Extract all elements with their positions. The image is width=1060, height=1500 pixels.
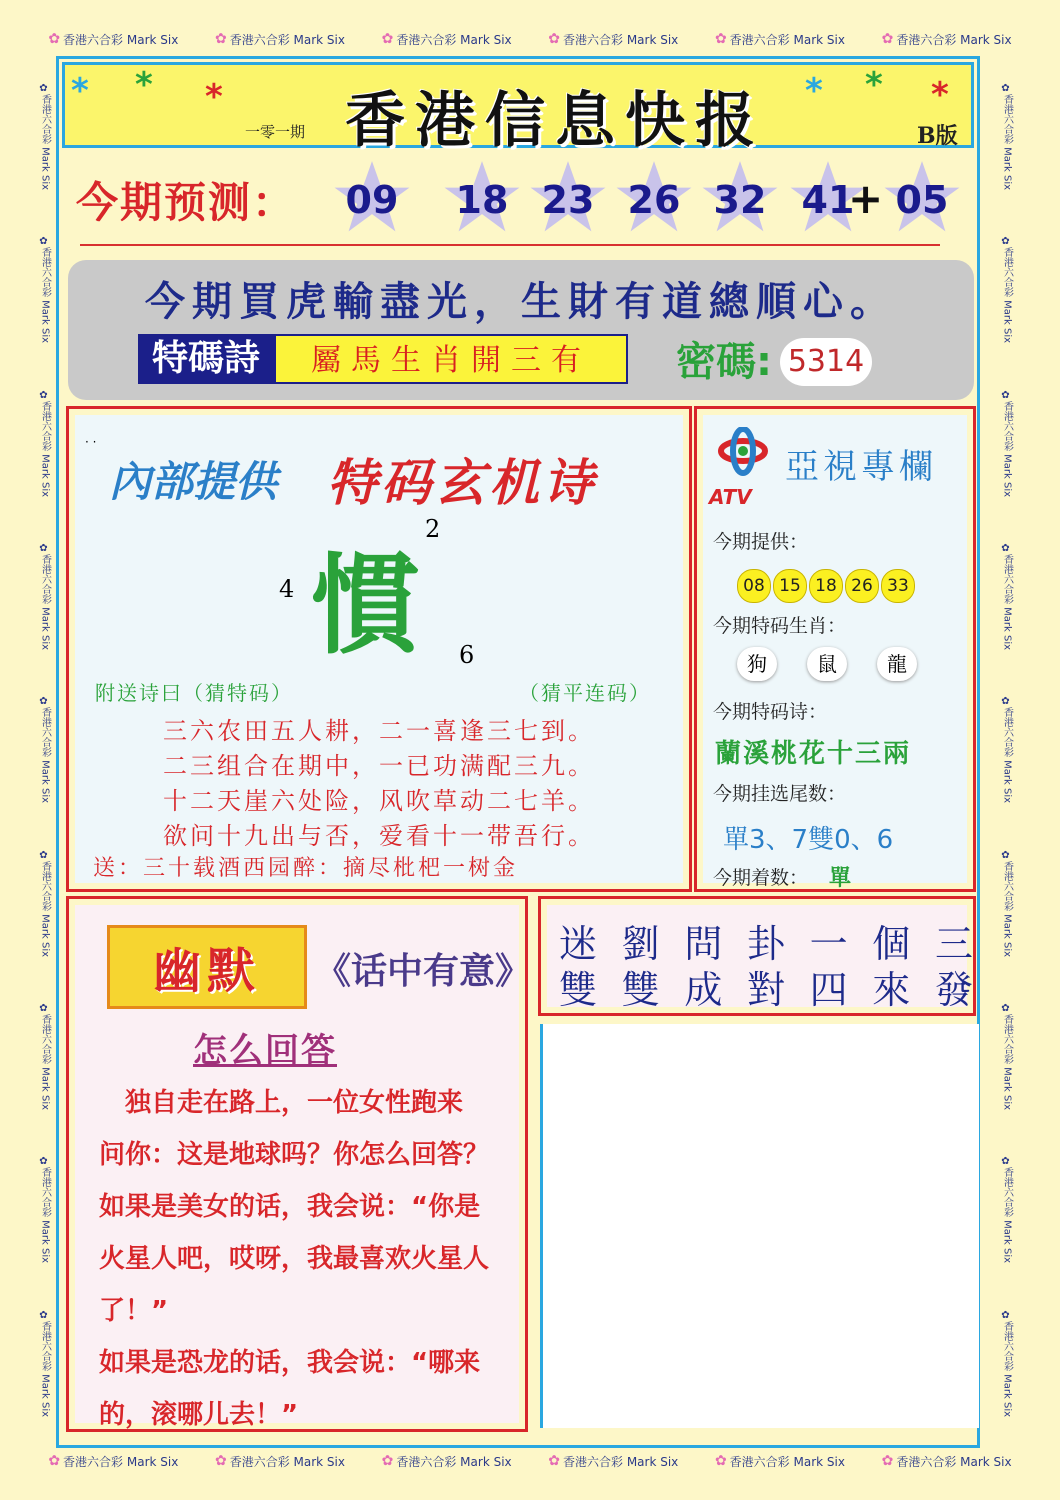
guess-flat-label: （猜平连码）	[519, 681, 651, 705]
flower-icon: ✿	[38, 1309, 49, 1321]
issue-number: 一零一期	[245, 123, 306, 141]
atv-title: 亞視專欄	[785, 447, 937, 487]
border-label: 香港六合彩 Mark Six	[39, 554, 51, 651]
art-character: 一	[809, 922, 848, 966]
border-label-item	[48, 31, 178, 48]
border-label: 香港六合彩 Mark Six	[1001, 707, 1013, 804]
flower-icon: ✿	[38, 1156, 49, 1168]
border-label-item	[38, 1003, 53, 1110]
prediction-number: 32	[713, 178, 767, 222]
lottery-ball: 18	[809, 569, 843, 603]
zodiac-badge: 狗	[737, 647, 777, 681]
slogan-text: 今期買虎輸盡光，生財有道總順心。	[145, 279, 897, 325]
art-character: 雙	[621, 968, 660, 1012]
border-label-item	[1000, 236, 1015, 343]
border-label-item	[382, 1453, 512, 1470]
special-number: 05	[895, 178, 949, 222]
border-label-item	[38, 1310, 53, 1417]
riddle-character: 慣	[311, 543, 420, 669]
border-label: 香港六合彩 Mark Six	[39, 1320, 51, 1417]
border-label-item	[548, 1453, 678, 1470]
border-label-item	[1000, 1003, 1015, 1110]
border-label: 香港六合彩 Mark Six	[1001, 554, 1013, 651]
border-label: 香港六合彩 Mark Six	[896, 32, 1012, 47]
flower-icon: ✿	[1000, 849, 1011, 861]
art-character: 雙	[559, 968, 598, 1012]
border-label-item	[215, 1453, 345, 1470]
border-label: 香港六合彩 Mark Six	[1001, 247, 1013, 344]
border-label: 香港六合彩 Mark Six	[1001, 400, 1013, 497]
atv-tail: 單3、7雙0、6	[723, 825, 894, 855]
flower-icon: ✿	[548, 31, 561, 47]
asterisk-decoration: *	[135, 65, 153, 105]
atv-pick-label: 今期着数：	[713, 867, 809, 889]
border-label: 香港六合彩 Mark Six	[229, 1454, 345, 1469]
atv-tail-label: 今期挂选尾数：	[713, 783, 847, 805]
border-label: 香港六合彩 Mark Six	[39, 94, 51, 191]
riddle-number-top: 2	[425, 515, 441, 543]
border-label-item	[1000, 543, 1015, 650]
border-strip-right	[992, 60, 1022, 1440]
border-label-item	[38, 1156, 53, 1263]
prediction-number: 41	[801, 178, 855, 222]
border-label-item	[1000, 696, 1015, 803]
flower-icon: ✿	[48, 1453, 61, 1469]
border-label-item	[38, 850, 53, 957]
flower-icon: ✿	[38, 389, 49, 401]
border-label-item	[38, 543, 53, 650]
border-label-item	[1000, 390, 1015, 497]
asterisk-decoration: *	[805, 71, 823, 111]
special-poem-text: 屬馬生肖開三有	[274, 334, 628, 384]
border-label: 香港六合彩 Mark Six	[396, 32, 512, 47]
border-label: 香港六合彩 Mark Six	[563, 1454, 679, 1469]
border-label: 香港六合彩 Mark Six	[729, 1454, 845, 1469]
atv-provide-label: 今期提供：	[713, 531, 809, 553]
flower-icon: ✿	[38, 1003, 49, 1015]
border-label: 香港六合彩 Mark Six	[39, 1014, 51, 1111]
flower-icon: ✿	[881, 31, 894, 47]
border-label: 香港六合彩 Mark Six	[39, 247, 51, 344]
border-label: 香港六合彩 Mark Six	[1001, 860, 1013, 957]
border-label: 香港六合彩 Mark Six	[1001, 94, 1013, 191]
flower-icon: ✿	[381, 1453, 394, 1469]
joke-line: 如果是美女的话，我会说：“你是	[99, 1192, 481, 1222]
humor-box	[66, 896, 532, 1432]
joke-line: 问你：这是地球吗？你怎么回答？	[99, 1140, 490, 1170]
border-label-item	[882, 31, 1012, 48]
asterisk-decoration: *	[205, 77, 223, 117]
flower-icon: ✿	[881, 1453, 894, 1469]
joke-line: 了！”	[99, 1296, 169, 1326]
art-character: 對	[746, 968, 785, 1012]
art-character: 發	[934, 968, 973, 1012]
password-label: 密碼:	[676, 339, 772, 385]
flower-icon: ✿	[1000, 1003, 1011, 1015]
atv-zodiac-label: 今期特码生肖：	[713, 615, 847, 637]
art-character: 問	[684, 922, 723, 966]
border-label-item	[38, 696, 53, 803]
flower-icon: ✿	[1000, 1309, 1011, 1321]
border-label: 香港六合彩 Mark Six	[63, 1454, 179, 1469]
flower-icon: ✿	[1000, 696, 1011, 708]
flower-icon: ✿	[381, 31, 394, 47]
border-label-item	[715, 31, 845, 48]
prediction-number: 26	[627, 178, 681, 222]
asterisk-decoration: *	[71, 71, 89, 111]
border-label: 香港六合彩 Mark Six	[396, 1454, 512, 1469]
border-label: 香港六合彩 Mark Six	[39, 400, 51, 497]
password-value: 5314	[780, 338, 872, 386]
lottery-ball: 15	[773, 569, 807, 603]
art-text-box	[538, 896, 976, 1016]
border-label-item	[1000, 1156, 1015, 1263]
slogan-panel	[68, 260, 974, 400]
atv-ball-row	[737, 569, 917, 603]
art-character: 三	[934, 922, 973, 966]
atv-poem-label: 今期特码诗：	[713, 701, 828, 723]
atv-poem: 蘭溪桃花十三兩	[715, 739, 912, 769]
flower-icon: ✿	[38, 696, 49, 708]
internal-title-right: 特码玄机诗	[327, 454, 597, 512]
plus-sign: +	[848, 174, 884, 223]
atv-column-box	[694, 406, 976, 892]
border-label: 香港六合彩 Mark Six	[229, 32, 345, 47]
border-strip-bottom	[30, 1446, 1030, 1476]
edition-label: B版	[917, 123, 958, 149]
prediction-label: 今期预测：	[76, 178, 297, 227]
border-label-item	[1000, 850, 1015, 957]
lottery-ball: 26	[845, 569, 879, 603]
border-label-item	[38, 236, 53, 343]
border-label-item	[38, 83, 53, 190]
flower-icon: ✿	[1000, 543, 1011, 555]
zodiac-badge: 龍	[877, 647, 917, 681]
dots: · ·	[85, 435, 97, 449]
border-label: 香港六合彩 Mark Six	[563, 32, 679, 47]
prediction-number: 09	[345, 178, 399, 222]
joke-line: 独自走在路上，一位女性跑来	[99, 1088, 464, 1118]
poem-line: 欲问十九出与否，爱看十一带吾行。	[163, 822, 595, 850]
border-label: 香港六合彩 Mark Six	[39, 860, 51, 957]
poem-line: 三六农田五人耕，二一喜逢三七到。	[163, 717, 595, 745]
art-text-row-2	[559, 959, 973, 1014]
border-label: 香港六合彩 Mark Six	[1001, 1014, 1013, 1111]
riddle-number-bottom: 6	[459, 641, 475, 669]
internal-title-left: 內部提供	[109, 457, 278, 506]
internal-poem-box	[66, 406, 692, 892]
joke-line: 如果是恐龙的话，我会说：“哪来	[99, 1348, 481, 1378]
border-label-item	[882, 1453, 1012, 1470]
poem-send-line: 送：三十载酒西园醉：摘尽枇杷一树金	[93, 856, 519, 881]
blank-panel	[540, 1024, 979, 1428]
flower-icon: ✿	[1000, 83, 1011, 95]
guess-special-label: 附送诗曰（猜特码）	[95, 681, 293, 705]
flower-icon: ✿	[38, 543, 49, 555]
border-label: 香港六合彩 Mark Six	[63, 32, 179, 47]
flower-icon: ✿	[1000, 1156, 1011, 1168]
header-banner	[62, 62, 974, 156]
border-label-item	[382, 31, 512, 48]
flower-icon: ✿	[714, 31, 727, 47]
divider-line	[80, 244, 940, 246]
page-title: 香港信息快报	[345, 86, 765, 156]
border-label: 香港六合彩 Mark Six	[729, 32, 845, 47]
border-label-item	[715, 1453, 845, 1470]
lottery-ball: 08	[737, 569, 771, 603]
border-label-item	[48, 1453, 178, 1470]
border-label-item	[1000, 83, 1015, 190]
joke-line: 的，滚哪儿去！”	[99, 1400, 299, 1430]
flower-icon: ✿	[1000, 389, 1011, 401]
art-character: 卦	[746, 922, 785, 966]
joke-line: 火星人吧，哎呀，我最喜欢火星人	[99, 1244, 490, 1274]
poem-line: 二三组合在期中，一已功满配三九。	[163, 752, 595, 780]
flower-icon: ✿	[1000, 236, 1011, 248]
border-label-item	[38, 390, 53, 497]
asterisk-decoration: *	[865, 65, 883, 105]
atv-zodiac-row	[737, 647, 947, 681]
border-label: 香港六合彩 Mark Six	[1001, 1167, 1013, 1264]
border-label: 香港六合彩 Mark Six	[896, 1454, 1012, 1469]
border-label: 香港六合彩 Mark Six	[1001, 1320, 1013, 1417]
border-label: 香港六合彩 Mark Six	[39, 707, 51, 804]
border-label-item	[215, 31, 345, 48]
poem-line: 十二天崖六处险，风吹草动二七羊。	[163, 787, 595, 815]
border-label-item	[1000, 1310, 1015, 1417]
flower-icon: ✿	[38, 83, 49, 95]
art-character: 個	[872, 922, 911, 966]
asterisk-decoration: *	[931, 75, 949, 115]
prediction-number: 18	[455, 178, 509, 222]
atv-pick: 單	[829, 866, 852, 891]
art-character: 成	[684, 968, 723, 1012]
flower-icon: ✿	[38, 236, 49, 248]
humor-badge-frame	[107, 925, 307, 1009]
flower-icon: ✿	[214, 1453, 227, 1469]
border-strip-top	[30, 24, 1030, 54]
art-character: 劉	[621, 922, 660, 966]
atv-logo-icon	[713, 427, 773, 479]
prediction-row	[62, 152, 974, 248]
border-label: 香港六合彩 Mark Six	[39, 1167, 51, 1264]
flower-icon: ✿	[214, 31, 227, 47]
humor-heading: 怎么回答	[193, 1031, 337, 1071]
lottery-ball: 33	[881, 569, 915, 603]
art-character: 迷	[559, 922, 598, 966]
flower-icon: ✿	[38, 849, 49, 861]
prediction-number: 23	[541, 178, 595, 222]
border-label-item	[548, 31, 678, 48]
art-character: 四	[809, 968, 848, 1012]
art-character: 來	[872, 968, 911, 1012]
flower-icon: ✿	[548, 1453, 561, 1469]
flower-icon: ✿	[714, 1453, 727, 1469]
special-poem-label: 特碼詩	[138, 334, 274, 384]
atv-logo-text: ATV	[709, 485, 752, 509]
riddle-number-left: 4	[279, 575, 295, 603]
zodiac-badge: 鼠	[807, 647, 847, 681]
humor-subtitle: 《话中有意》	[315, 951, 532, 992]
flower-icon: ✿	[48, 31, 61, 47]
humor-badge: 幽默	[152, 943, 261, 999]
